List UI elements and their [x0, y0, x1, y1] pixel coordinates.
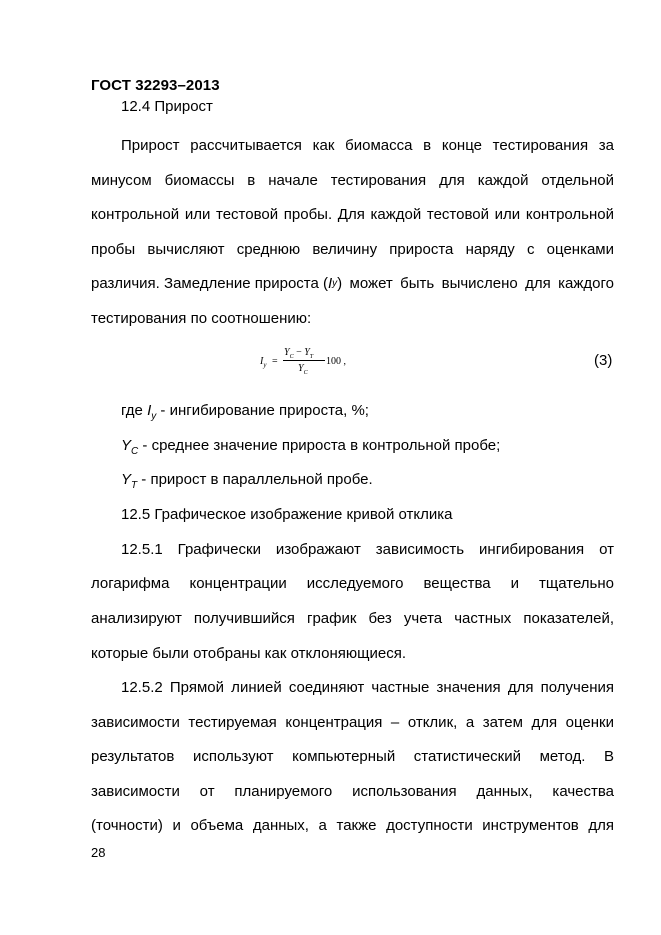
paragraph-line: зависимости тестируемая концентрация – отклик, а затем для оценки: [91, 714, 614, 731]
page-number: 28: [91, 845, 106, 860]
paragraph-line: логарифма концентрации исследуемого вещества и тщательно: [91, 575, 614, 592]
formula-equals: =: [272, 356, 278, 367]
formula-multiplier: 100 ,: [326, 356, 346, 367]
formula-numerator: $Y_C - Y_T$: [284, 347, 314, 360]
paragraph-text: ) может быть вычислено для каждого: [337, 275, 614, 292]
paragraph-line: (точности) и объема данных, а также доступности инструментов для: [91, 817, 614, 834]
paragraph-line: Прирост рассчитывается как биомасса в конце тестирования за: [121, 137, 614, 154]
definition-line-yt: $Y_T$ - прирост в параллельной пробе.: [121, 471, 373, 491]
formula-lhs: $I_y$: [260, 356, 267, 369]
fraction-bar: [283, 360, 325, 361]
paragraph-line: тестирования по соотношению:: [91, 310, 312, 327]
paragraph-line: 12.5.2 Прямой линией соединяют частные значения для получения: [121, 679, 614, 696]
paragraph-text: различия. Замедление прироста (: [91, 275, 328, 292]
paragraph-line: пробы вычисляют среднюю величину прироста наряду с оценками: [91, 241, 614, 258]
variable-subscript: y: [332, 278, 338, 289]
document-header: ГОСТ 32293–2013: [91, 77, 220, 94]
paragraph-line: которые были отобраны как отклоняющиеся.: [91, 645, 407, 662]
variable-i: I: [328, 275, 333, 292]
formula-denominator: $Y_C$: [298, 363, 308, 376]
section-heading-12-5: 12.5 Графическое изображение кривой отклика: [121, 506, 453, 523]
formula-3: [260, 346, 370, 380]
section-heading-12-4: 12.4 Прирост: [121, 98, 213, 115]
paragraph-line: результатов используют компьютерный статистический метод. В: [91, 748, 614, 765]
equation-number: (3): [594, 352, 613, 369]
definition-line-yc: $Y_C$ - среднее значение прироста в контрольной пробе;: [121, 437, 501, 457]
paragraph-line: анализируют получившийся график без учета частных показателей,: [91, 610, 614, 627]
paragraph-line: [91, 275, 614, 293]
definition-line-iy: где $I_y$ - ингибирование прироста, %;: [121, 402, 369, 422]
paragraph-line: зависимости от планируемого использования данных, качества: [91, 783, 614, 800]
paragraph-line: 12.5.1 Графически изображают зависимость ингибирования от: [121, 541, 614, 558]
paragraph-line: минусом биомассы в начале тестирования для каждой отдельной: [91, 172, 614, 189]
paragraph-line: контрольной или тестовой пробы. Для каждой тестовой или контрольной: [91, 206, 614, 223]
